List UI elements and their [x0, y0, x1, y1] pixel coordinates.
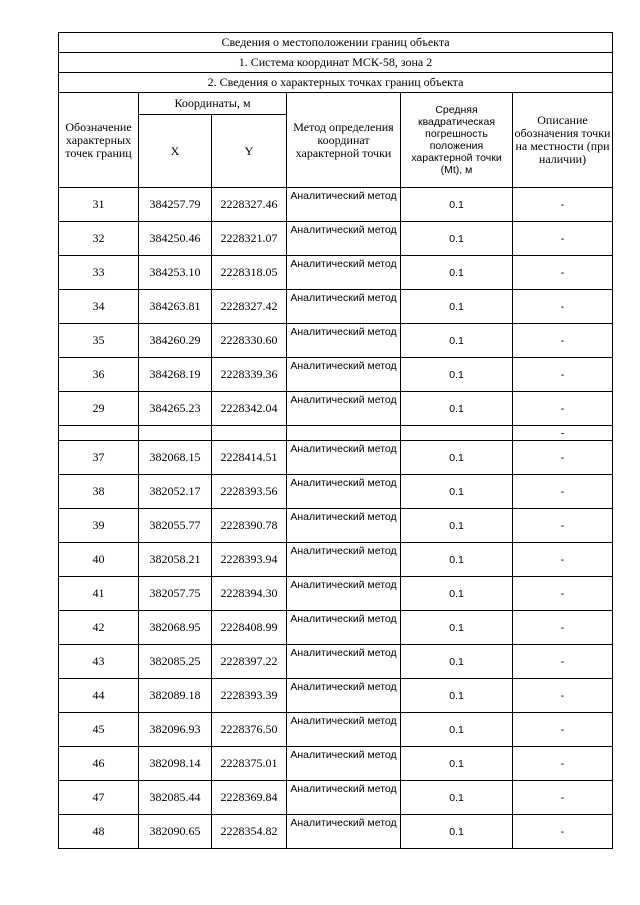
- x-cell: 382052.17: [139, 475, 212, 509]
- point-cell: 44: [59, 679, 139, 713]
- table-row: [59, 577, 613, 611]
- accuracy-cell: 0.1: [401, 577, 513, 611]
- point-cell: 34: [59, 290, 139, 324]
- accuracy-cell: 0.1: [401, 543, 513, 577]
- col-header-point: Обозначение характерных точек границ: [59, 93, 139, 188]
- table-row: [59, 747, 613, 781]
- accuracy-cell: 0.1: [401, 290, 513, 324]
- method-cell: Аналитический метод: [287, 747, 401, 781]
- method-cell: Аналитический метод: [287, 713, 401, 747]
- method-cell: Аналитический метод: [287, 256, 401, 290]
- method-cell: Аналитический метод: [287, 577, 401, 611]
- y-cell: 2228414.51: [212, 441, 287, 475]
- accuracy-cell: 0.1: [401, 324, 513, 358]
- method-cell: Аналитический метод: [287, 815, 401, 849]
- x-cell: 382057.75: [139, 577, 212, 611]
- table-row: [59, 713, 613, 747]
- y-cell: 2228342.04: [212, 392, 287, 426]
- table-row: [59, 426, 613, 441]
- accuracy-cell: 0.1: [401, 781, 513, 815]
- method-cell: Аналитический метод: [287, 475, 401, 509]
- boundary-points-table: [58, 32, 613, 849]
- y-cell: 2228375.01: [212, 747, 287, 781]
- description-cell: -: [513, 781, 613, 815]
- y-cell: 2228390.78: [212, 509, 287, 543]
- accuracy-cell: 0.1: [401, 358, 513, 392]
- point-cell: 47: [59, 781, 139, 815]
- y-cell: 2228327.42: [212, 290, 287, 324]
- y-cell: 2228330.60: [212, 324, 287, 358]
- point-cell: 46: [59, 747, 139, 781]
- table-row: [59, 324, 613, 358]
- y-cell: 2228376.50: [212, 713, 287, 747]
- description-cell: -: [513, 713, 613, 747]
- method-cell: [287, 426, 401, 441]
- description-cell: -: [513, 392, 613, 426]
- x-cell: 382058.21: [139, 543, 212, 577]
- method-cell: Аналитический метод: [287, 188, 401, 222]
- table-body: [59, 188, 613, 849]
- table-row: [59, 222, 613, 256]
- x-cell: 382068.15: [139, 441, 212, 475]
- x-cell: 382089.18: [139, 679, 212, 713]
- y-cell: 2228397.22: [212, 645, 287, 679]
- table-row: [59, 679, 613, 713]
- method-cell: Аналитический метод: [287, 392, 401, 426]
- accuracy-cell: 0.1: [401, 222, 513, 256]
- description-cell: -: [513, 290, 613, 324]
- document-title: Сведения о местоположении границ объекта: [59, 33, 613, 53]
- description-cell: -: [513, 577, 613, 611]
- method-cell: Аналитический метод: [287, 222, 401, 256]
- x-cell: 384265.23: [139, 392, 212, 426]
- x-cell: 382085.44: [139, 781, 212, 815]
- table-row: [59, 815, 613, 849]
- col-header-y: Y: [212, 115, 287, 188]
- table-row: [59, 358, 613, 392]
- table-row: [59, 256, 613, 290]
- description-cell: -: [513, 747, 613, 781]
- x-cell: [139, 426, 212, 441]
- point-cell: 38: [59, 475, 139, 509]
- description-cell: -: [513, 426, 613, 441]
- point-cell: 36: [59, 358, 139, 392]
- coordinate-system-heading: 1. Система координат МСК-58, зона 2: [59, 53, 613, 73]
- description-cell: -: [513, 509, 613, 543]
- point-cell: 32: [59, 222, 139, 256]
- description-cell: -: [513, 358, 613, 392]
- accuracy-cell: 0.1: [401, 747, 513, 781]
- accuracy-cell: 0.1: [401, 645, 513, 679]
- accuracy-cell: 0.1: [401, 441, 513, 475]
- method-cell: Аналитический метод: [287, 441, 401, 475]
- y-cell: 2228327.46: [212, 188, 287, 222]
- method-cell: Аналитический метод: [287, 611, 401, 645]
- accuracy-cell: 0.1: [401, 509, 513, 543]
- description-cell: -: [513, 679, 613, 713]
- x-cell: 382085.25: [139, 645, 212, 679]
- method-cell: Аналитический метод: [287, 543, 401, 577]
- table-row: [59, 781, 613, 815]
- accuracy-cell: 0.1: [401, 815, 513, 849]
- description-cell: -: [513, 475, 613, 509]
- accuracy-cell: 0.1: [401, 392, 513, 426]
- method-cell: Аналитический метод: [287, 324, 401, 358]
- point-cell: 35: [59, 324, 139, 358]
- description-cell: -: [513, 222, 613, 256]
- accuracy-cell: 0.1: [401, 475, 513, 509]
- x-cell: 382055.77: [139, 509, 212, 543]
- point-cell: [59, 426, 139, 441]
- point-cell: 31: [59, 188, 139, 222]
- method-cell: Аналитический метод: [287, 679, 401, 713]
- description-cell: -: [513, 324, 613, 358]
- y-cell: 2228408.99: [212, 611, 287, 645]
- x-cell: 384263.81: [139, 290, 212, 324]
- accuracy-cell: [401, 426, 513, 441]
- description-cell: -: [513, 645, 613, 679]
- accuracy-cell: 0.1: [401, 713, 513, 747]
- accuracy-cell: 0.1: [401, 256, 513, 290]
- col-header-method: Метод определения координат характерной точки: [287, 93, 401, 188]
- point-cell: 40: [59, 543, 139, 577]
- x-cell: 382090.65: [139, 815, 212, 849]
- point-cell: 42: [59, 611, 139, 645]
- description-cell: -: [513, 256, 613, 290]
- col-header-x: X: [139, 115, 212, 188]
- col-header-coords: Координаты, м: [139, 93, 287, 115]
- col-header-accuracy: Средняя квадратическая погрешность положения характерной точки (Mt), м: [401, 93, 513, 188]
- accuracy-cell: 0.1: [401, 188, 513, 222]
- point-cell: 48: [59, 815, 139, 849]
- points-section-heading: 2. Сведения о характерных точках границ объекта: [59, 73, 613, 93]
- y-cell: [212, 426, 287, 441]
- point-cell: 39: [59, 509, 139, 543]
- table-row: [59, 188, 613, 222]
- table-row: [59, 509, 613, 543]
- description-cell: -: [513, 441, 613, 475]
- description-cell: -: [513, 188, 613, 222]
- table-row: [59, 392, 613, 426]
- method-cell: Аналитический метод: [287, 358, 401, 392]
- x-cell: 382068.95: [139, 611, 212, 645]
- point-cell: 43: [59, 645, 139, 679]
- y-cell: 2228394.30: [212, 577, 287, 611]
- method-cell: Аналитический метод: [287, 290, 401, 324]
- table-row: [59, 645, 613, 679]
- y-cell: 2228339.36: [212, 358, 287, 392]
- y-cell: 2228393.56: [212, 475, 287, 509]
- x-cell: 384250.46: [139, 222, 212, 256]
- y-cell: 2228393.39: [212, 679, 287, 713]
- y-cell: 2228354.82: [212, 815, 287, 849]
- y-cell: 2228369.84: [212, 781, 287, 815]
- accuracy-cell: 0.1: [401, 611, 513, 645]
- x-cell: 382096.93: [139, 713, 212, 747]
- col-header-description: Описание обозначения точки на местности (при наличии): [513, 93, 613, 188]
- table-row: [59, 290, 613, 324]
- y-cell: 2228318.05: [212, 256, 287, 290]
- point-cell: 45: [59, 713, 139, 747]
- y-cell: 2228393.94: [212, 543, 287, 577]
- point-cell: 29: [59, 392, 139, 426]
- method-cell: Аналитический метод: [287, 509, 401, 543]
- x-cell: 384253.10: [139, 256, 212, 290]
- table-row: [59, 543, 613, 577]
- method-cell: Аналитический метод: [287, 781, 401, 815]
- x-cell: 384268.19: [139, 358, 212, 392]
- description-cell: -: [513, 543, 613, 577]
- point-cell: 37: [59, 441, 139, 475]
- x-cell: 384257.79: [139, 188, 212, 222]
- description-cell: -: [513, 611, 613, 645]
- y-cell: 2228321.07: [212, 222, 287, 256]
- accuracy-cell: 0.1: [401, 679, 513, 713]
- x-cell: 384260.29: [139, 324, 212, 358]
- table-row: [59, 475, 613, 509]
- method-cell: Аналитический метод: [287, 645, 401, 679]
- x-cell: 382098.14: [139, 747, 212, 781]
- point-cell: 41: [59, 577, 139, 611]
- table-row: [59, 611, 613, 645]
- table-row: [59, 441, 613, 475]
- description-cell: -: [513, 815, 613, 849]
- point-cell: 33: [59, 256, 139, 290]
- boundary-document: [58, 32, 612, 849]
